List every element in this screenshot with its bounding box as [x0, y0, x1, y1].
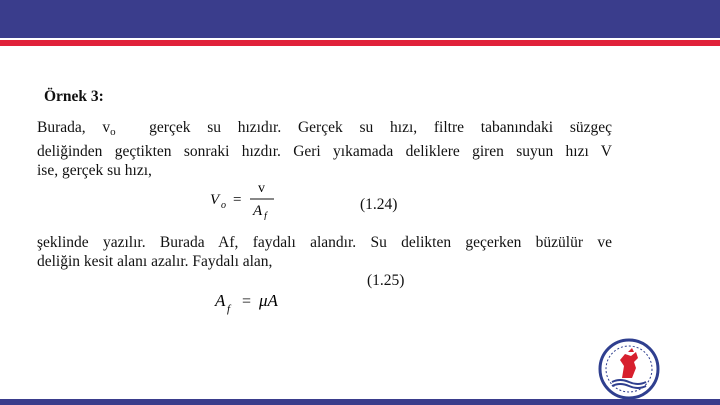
university-seal-icon: [598, 338, 660, 400]
eq2-rhs: μA: [259, 291, 278, 310]
equation-2: [214, 286, 294, 316]
eq2-lhs: A: [215, 291, 226, 310]
eq1-denominator: A: [253, 203, 263, 219]
paragraph-2-line-1: şeklinde yazılır. Burada Af, faydalı alandır. Su delikten geçerken büzülür ve: [37, 234, 612, 251]
paragraph-1: [37, 118, 612, 180]
eq1-numerator: v: [258, 181, 265, 196]
eq2-equals: =: [242, 293, 252, 310]
eq1-denominator-sub: f: [264, 211, 267, 220]
equation-2-number: (1.25): [367, 272, 405, 289]
eq1-equals: =: [233, 192, 242, 208]
footer-band-blue: [0, 399, 720, 405]
example-heading: Örnek 3:: [44, 88, 104, 105]
equation-1-number: (1.24): [360, 196, 398, 213]
header-band-red: [0, 40, 720, 46]
paragraph-1-line-1: Burada, $v_o$ gerçek su hızıdır. Gerçek su hızı, filtre tabanındaki süzgeç: [37, 119, 612, 138]
eq2-lhs-sub: f: [227, 303, 231, 315]
eq1-lhs-sub: o: [221, 200, 226, 211]
paragraph-1-line-2: deliğinden geçtikten sonraki hızdır. Geri yıkamada deliklere giren suyun hızı V: [37, 143, 612, 160]
paragraph-2-line-2: deliğin kesit alanı azalır. Faydalı alan,: [37, 253, 273, 270]
paragraph-2: [37, 233, 612, 271]
paragraph-1-line-3: ise, gerçek su hızı,: [37, 162, 152, 179]
eq1-lhs: V: [210, 192, 220, 208]
header-band-blue: [0, 0, 720, 38]
equation-1: [208, 180, 280, 220]
